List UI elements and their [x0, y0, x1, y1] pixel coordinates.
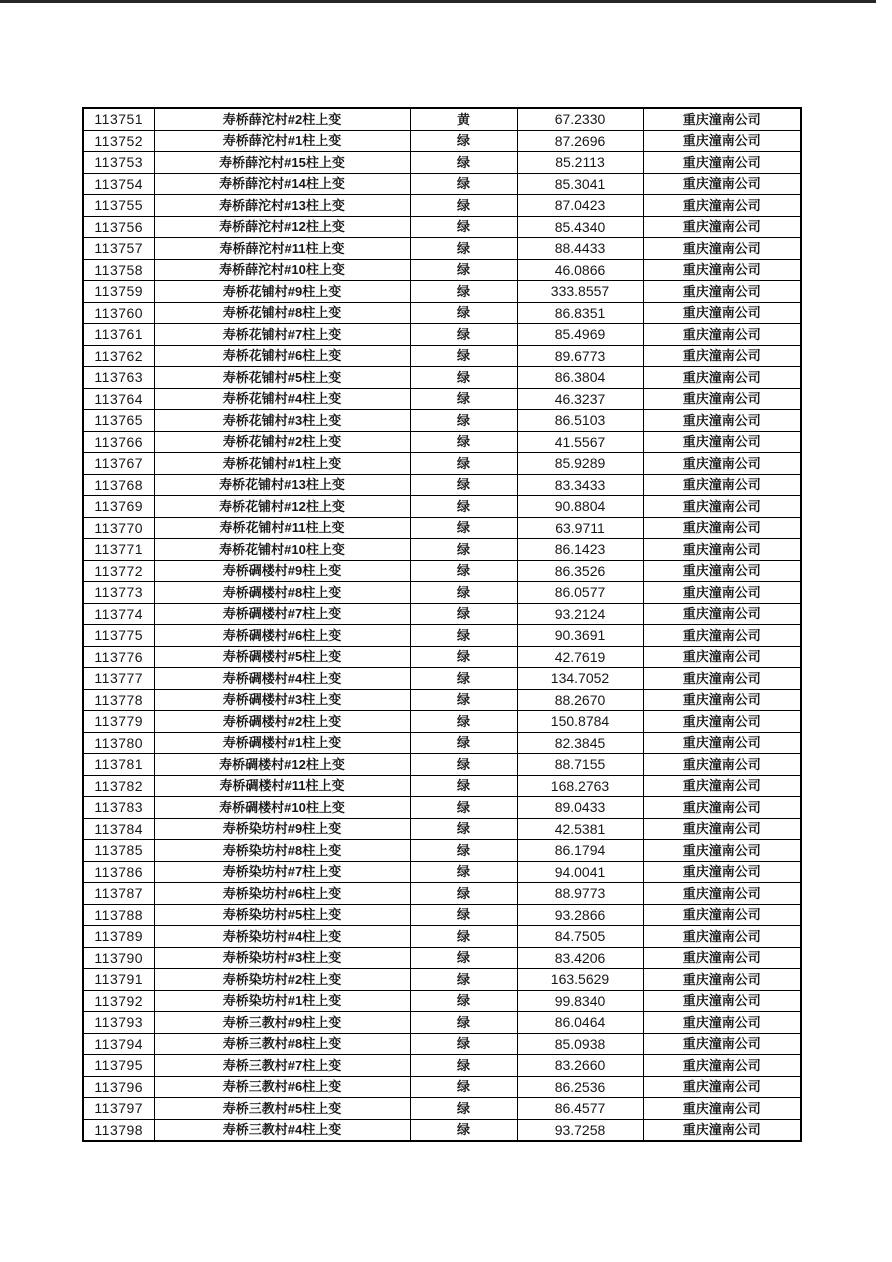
company-cell: 重庆潼南公司	[643, 990, 801, 1012]
device-name-cell: 寿桥碉楼村#1柱上变	[154, 732, 410, 754]
status-color-cell: 绿	[410, 775, 517, 797]
company-cell: 重庆潼南公司	[643, 560, 801, 582]
table-row	[83, 560, 801, 582]
device-id-cell: 113793	[83, 1012, 154, 1034]
table-row	[83, 259, 801, 281]
status-color-cell: 绿	[410, 969, 517, 991]
value-cell: 94.0041	[517, 861, 643, 883]
status-color-cell: 绿	[410, 926, 517, 948]
device-id-cell: 113770	[83, 517, 154, 539]
device-name-cell: 寿桥碉楼村#7柱上变	[154, 603, 410, 625]
status-color-cell: 绿	[410, 840, 517, 862]
device-id-cell: 113777	[83, 668, 154, 690]
company-cell: 重庆潼南公司	[643, 883, 801, 905]
table-row	[83, 367, 801, 389]
value-cell: 87.2696	[517, 130, 643, 152]
company-cell: 重庆潼南公司	[643, 259, 801, 281]
device-id-cell: 113764	[83, 388, 154, 410]
status-color-cell: 绿	[410, 1055, 517, 1077]
device-name-cell: 寿桥碉楼村#3柱上变	[154, 689, 410, 711]
device-name-cell: 寿桥三教村#4柱上变	[154, 1119, 410, 1141]
device-id-cell: 113792	[83, 990, 154, 1012]
table-row	[83, 517, 801, 539]
device-name-cell: 寿桥碉楼村#9柱上变	[154, 560, 410, 582]
table-row	[83, 496, 801, 518]
company-cell: 重庆潼南公司	[643, 689, 801, 711]
company-cell: 重庆潼南公司	[643, 130, 801, 152]
value-cell: 83.3433	[517, 474, 643, 496]
company-cell: 重庆潼南公司	[643, 926, 801, 948]
device-name-cell: 寿桥三教村#7柱上变	[154, 1055, 410, 1077]
status-color-cell: 绿	[410, 560, 517, 582]
status-color-cell: 绿	[410, 797, 517, 819]
value-cell: 85.3041	[517, 173, 643, 195]
table-row	[83, 582, 801, 604]
value-cell: 88.9773	[517, 883, 643, 905]
value-cell: 42.5381	[517, 818, 643, 840]
device-name-cell: 寿桥花铺村#9柱上变	[154, 281, 410, 303]
table-row	[83, 754, 801, 776]
status-color-cell: 绿	[410, 238, 517, 260]
device-id-cell: 113756	[83, 216, 154, 238]
device-id-cell: 113757	[83, 238, 154, 260]
company-cell: 重庆潼南公司	[643, 152, 801, 174]
device-id-cell: 113794	[83, 1033, 154, 1055]
value-cell: 86.8351	[517, 302, 643, 324]
status-color-cell: 绿	[410, 453, 517, 475]
table-row	[83, 840, 801, 862]
status-color-cell: 绿	[410, 947, 517, 969]
value-cell: 86.2536	[517, 1076, 643, 1098]
value-cell: 86.0464	[517, 1012, 643, 1034]
device-id-cell: 113797	[83, 1098, 154, 1120]
value-cell: 86.5103	[517, 410, 643, 432]
value-cell: 134.7052	[517, 668, 643, 690]
device-name-cell: 寿桥染坊村#2柱上变	[154, 969, 410, 991]
status-color-cell: 绿	[410, 130, 517, 152]
table-row	[83, 108, 801, 130]
device-id-cell: 113751	[83, 108, 154, 130]
status-color-cell: 绿	[410, 625, 517, 647]
table-row	[83, 345, 801, 367]
value-cell: 90.3691	[517, 625, 643, 647]
device-id-cell: 113776	[83, 646, 154, 668]
company-cell: 重庆潼南公司	[643, 195, 801, 217]
device-id-cell: 113785	[83, 840, 154, 862]
status-color-cell: 绿	[410, 668, 517, 690]
device-id-cell: 113787	[83, 883, 154, 905]
value-cell: 88.2670	[517, 689, 643, 711]
table-row	[83, 904, 801, 926]
device-id-cell: 113752	[83, 130, 154, 152]
device-name-cell: 寿桥花铺村#7柱上变	[154, 324, 410, 346]
table-body	[83, 108, 801, 1141]
status-color-cell: 绿	[410, 345, 517, 367]
status-color-cell: 绿	[410, 152, 517, 174]
device-name-cell: 寿桥碉楼村#2柱上变	[154, 711, 410, 733]
company-cell: 重庆潼南公司	[643, 646, 801, 668]
device-id-cell: 113767	[83, 453, 154, 475]
table-row	[83, 689, 801, 711]
table-row	[83, 1076, 801, 1098]
device-id-cell: 113758	[83, 259, 154, 281]
table-row	[83, 238, 801, 260]
company-cell: 重庆潼南公司	[643, 668, 801, 690]
company-cell: 重庆潼南公司	[643, 216, 801, 238]
table-row	[83, 969, 801, 991]
table-row	[83, 431, 801, 453]
device-id-cell: 113772	[83, 560, 154, 582]
device-id-cell: 113788	[83, 904, 154, 926]
device-id-cell: 113796	[83, 1076, 154, 1098]
device-id-cell: 113774	[83, 603, 154, 625]
value-cell: 84.7505	[517, 926, 643, 948]
device-name-cell: 寿桥染坊村#8柱上变	[154, 840, 410, 862]
device-name-cell: 寿桥碉楼村#6柱上变	[154, 625, 410, 647]
value-cell: 41.5567	[517, 431, 643, 453]
device-name-cell: 寿桥碉楼村#8柱上变	[154, 582, 410, 604]
device-name-cell: 寿桥花铺村#12柱上变	[154, 496, 410, 518]
device-id-cell: 113790	[83, 947, 154, 969]
device-name-cell: 寿桥花铺村#1柱上变	[154, 453, 410, 475]
device-name-cell: 寿桥花铺村#13柱上变	[154, 474, 410, 496]
device-name-cell: 寿桥三教村#8柱上变	[154, 1033, 410, 1055]
value-cell: 86.4577	[517, 1098, 643, 1120]
company-cell: 重庆潼南公司	[643, 1098, 801, 1120]
table-row	[83, 388, 801, 410]
company-cell: 重庆潼南公司	[643, 797, 801, 819]
device-name-cell: 寿桥染坊村#6柱上变	[154, 883, 410, 905]
value-cell: 333.8557	[517, 281, 643, 303]
device-name-cell: 寿桥三教村#9柱上变	[154, 1012, 410, 1034]
company-cell: 重庆潼南公司	[643, 1033, 801, 1055]
company-cell: 重庆潼南公司	[643, 1055, 801, 1077]
company-cell: 重庆潼南公司	[643, 108, 801, 130]
device-name-cell: 寿桥碉楼村#4柱上变	[154, 668, 410, 690]
table-row	[83, 410, 801, 432]
device-name-cell: 寿桥薛沱村#10柱上变	[154, 259, 410, 281]
company-cell: 重庆潼南公司	[643, 173, 801, 195]
value-cell: 86.3526	[517, 560, 643, 582]
company-cell: 重庆潼南公司	[643, 969, 801, 991]
device-id-cell: 113759	[83, 281, 154, 303]
status-color-cell: 绿	[410, 883, 517, 905]
value-cell: 82.3845	[517, 732, 643, 754]
company-cell: 重庆潼南公司	[643, 603, 801, 625]
value-cell: 83.2660	[517, 1055, 643, 1077]
status-color-cell: 绿	[410, 431, 517, 453]
company-cell: 重庆潼南公司	[643, 732, 801, 754]
transformer-data-table	[82, 107, 802, 1142]
device-id-cell: 113754	[83, 173, 154, 195]
device-name-cell: 寿桥染坊村#7柱上变	[154, 861, 410, 883]
status-color-cell: 绿	[410, 646, 517, 668]
table-row	[83, 797, 801, 819]
status-color-cell: 绿	[410, 539, 517, 561]
device-id-cell: 113766	[83, 431, 154, 453]
device-id-cell: 113786	[83, 861, 154, 883]
table-row	[83, 130, 801, 152]
status-color-cell: 绿	[410, 990, 517, 1012]
device-id-cell: 113771	[83, 539, 154, 561]
device-id-cell: 113780	[83, 732, 154, 754]
device-id-cell: 113765	[83, 410, 154, 432]
value-cell: 86.3804	[517, 367, 643, 389]
value-cell: 163.5629	[517, 969, 643, 991]
status-color-cell: 绿	[410, 259, 517, 281]
value-cell: 83.4206	[517, 947, 643, 969]
status-color-cell: 绿	[410, 818, 517, 840]
value-cell: 90.8804	[517, 496, 643, 518]
value-cell: 86.0577	[517, 582, 643, 604]
status-color-cell: 绿	[410, 582, 517, 604]
value-cell: 85.4969	[517, 324, 643, 346]
status-color-cell: 绿	[410, 281, 517, 303]
device-name-cell: 寿桥染坊村#5柱上变	[154, 904, 410, 926]
device-name-cell: 寿桥花铺村#10柱上变	[154, 539, 410, 561]
value-cell: 93.2124	[517, 603, 643, 625]
company-cell: 重庆潼南公司	[643, 324, 801, 346]
table-row	[83, 603, 801, 625]
value-cell: 87.0423	[517, 195, 643, 217]
device-name-cell: 寿桥花铺村#4柱上变	[154, 388, 410, 410]
company-cell: 重庆潼南公司	[643, 711, 801, 733]
device-id-cell: 113795	[83, 1055, 154, 1077]
table-row	[83, 453, 801, 475]
device-id-cell: 113768	[83, 474, 154, 496]
status-color-cell: 绿	[410, 861, 517, 883]
device-name-cell: 寿桥薛沱村#12柱上变	[154, 216, 410, 238]
status-color-cell: 绿	[410, 388, 517, 410]
device-id-cell: 113755	[83, 195, 154, 217]
value-cell: 86.1794	[517, 840, 643, 862]
company-cell: 重庆潼南公司	[643, 431, 801, 453]
device-id-cell: 113778	[83, 689, 154, 711]
company-cell: 重庆潼南公司	[643, 1012, 801, 1034]
table-row	[83, 195, 801, 217]
status-color-cell: 绿	[410, 1076, 517, 1098]
company-cell: 重庆潼南公司	[643, 1076, 801, 1098]
value-cell: 89.6773	[517, 345, 643, 367]
company-cell: 重庆潼南公司	[643, 775, 801, 797]
device-name-cell: 寿桥薛沱村#1柱上变	[154, 130, 410, 152]
status-color-cell: 绿	[410, 1012, 517, 1034]
status-color-cell: 绿	[410, 474, 517, 496]
table-row	[83, 711, 801, 733]
table-row	[83, 775, 801, 797]
status-color-cell: 绿	[410, 711, 517, 733]
company-cell: 重庆潼南公司	[643, 496, 801, 518]
status-color-cell: 绿	[410, 732, 517, 754]
value-cell: 85.2113	[517, 152, 643, 174]
company-cell: 重庆潼南公司	[643, 410, 801, 432]
table-row	[83, 732, 801, 754]
table-row	[83, 152, 801, 174]
device-name-cell: 寿桥染坊村#4柱上变	[154, 926, 410, 948]
device-name-cell: 寿桥薛沱村#14柱上变	[154, 173, 410, 195]
company-cell: 重庆潼南公司	[643, 367, 801, 389]
status-color-cell: 绿	[410, 754, 517, 776]
company-cell: 重庆潼南公司	[643, 582, 801, 604]
company-cell: 重庆潼南公司	[643, 625, 801, 647]
table-row	[83, 1033, 801, 1055]
device-id-cell: 113775	[83, 625, 154, 647]
value-cell: 46.0866	[517, 259, 643, 281]
status-color-cell: 绿	[410, 904, 517, 926]
device-name-cell: 寿桥碉楼村#5柱上变	[154, 646, 410, 668]
table-row	[83, 818, 801, 840]
device-id-cell: 113761	[83, 324, 154, 346]
device-name-cell: 寿桥花铺村#6柱上变	[154, 345, 410, 367]
device-id-cell: 113784	[83, 818, 154, 840]
device-name-cell: 寿桥花铺村#11柱上变	[154, 517, 410, 539]
company-cell: 重庆潼南公司	[643, 539, 801, 561]
table-row	[83, 1119, 801, 1141]
status-color-cell: 绿	[410, 216, 517, 238]
status-color-cell: 绿	[410, 1098, 517, 1120]
device-name-cell: 寿桥花铺村#5柱上变	[154, 367, 410, 389]
device-id-cell: 113760	[83, 302, 154, 324]
value-cell: 93.2866	[517, 904, 643, 926]
table-row	[83, 324, 801, 346]
device-name-cell: 寿桥薛沱村#11柱上变	[154, 238, 410, 260]
status-color-cell: 绿	[410, 603, 517, 625]
company-cell: 重庆潼南公司	[643, 1119, 801, 1141]
value-cell: 168.2763	[517, 775, 643, 797]
value-cell: 85.4340	[517, 216, 643, 238]
status-color-cell: 绿	[410, 302, 517, 324]
status-color-cell: 绿	[410, 367, 517, 389]
company-cell: 重庆潼南公司	[643, 302, 801, 324]
status-color-cell: 绿	[410, 1119, 517, 1141]
table-row	[83, 947, 801, 969]
device-id-cell: 113783	[83, 797, 154, 819]
table-row	[83, 1055, 801, 1077]
device-id-cell: 113773	[83, 582, 154, 604]
device-name-cell: 寿桥碉楼村#12柱上变	[154, 754, 410, 776]
device-name-cell: 寿桥碉楼村#11柱上变	[154, 775, 410, 797]
company-cell: 重庆潼南公司	[643, 754, 801, 776]
device-id-cell: 113779	[83, 711, 154, 733]
status-color-cell: 绿	[410, 195, 517, 217]
company-cell: 重庆潼南公司	[643, 453, 801, 475]
company-cell: 重庆潼南公司	[643, 840, 801, 862]
table-row	[83, 173, 801, 195]
value-cell: 46.3237	[517, 388, 643, 410]
device-name-cell: 寿桥三教村#5柱上变	[154, 1098, 410, 1120]
value-cell: 89.0433	[517, 797, 643, 819]
device-id-cell: 113763	[83, 367, 154, 389]
status-color-cell: 绿	[410, 173, 517, 195]
device-name-cell: 寿桥花铺村#3柱上变	[154, 410, 410, 432]
value-cell: 88.4433	[517, 238, 643, 260]
status-color-cell: 绿	[410, 1033, 517, 1055]
device-name-cell: 寿桥花铺村#8柱上变	[154, 302, 410, 324]
device-id-cell: 113781	[83, 754, 154, 776]
status-color-cell: 绿	[410, 496, 517, 518]
status-color-cell: 绿	[410, 410, 517, 432]
device-name-cell: 寿桥薛沱村#15柱上变	[154, 152, 410, 174]
value-cell: 99.8340	[517, 990, 643, 1012]
value-cell: 42.7619	[517, 646, 643, 668]
table-row	[83, 539, 801, 561]
table-row	[83, 883, 801, 905]
table-row	[83, 990, 801, 1012]
table-row	[83, 668, 801, 690]
company-cell: 重庆潼南公司	[643, 517, 801, 539]
company-cell: 重庆潼南公司	[643, 947, 801, 969]
device-id-cell: 113762	[83, 345, 154, 367]
status-color-cell: 黄	[410, 108, 517, 130]
device-name-cell: 寿桥薛沱村#13柱上变	[154, 195, 410, 217]
table-row	[83, 861, 801, 883]
table-row	[83, 474, 801, 496]
device-id-cell: 113789	[83, 926, 154, 948]
table-row	[83, 1012, 801, 1034]
company-cell: 重庆潼南公司	[643, 345, 801, 367]
device-name-cell: 寿桥染坊村#9柱上变	[154, 818, 410, 840]
table-row	[83, 281, 801, 303]
value-cell: 85.0938	[517, 1033, 643, 1055]
table-row	[83, 1098, 801, 1120]
company-cell: 重庆潼南公司	[643, 238, 801, 260]
table-row	[83, 646, 801, 668]
device-name-cell: 寿桥碉楼村#10柱上变	[154, 797, 410, 819]
value-cell: 86.1423	[517, 539, 643, 561]
device-id-cell: 113782	[83, 775, 154, 797]
device-name-cell: 寿桥薛沱村#2柱上变	[154, 108, 410, 130]
device-name-cell: 寿桥花铺村#2柱上变	[154, 431, 410, 453]
company-cell: 重庆潼南公司	[643, 281, 801, 303]
value-cell: 63.9711	[517, 517, 643, 539]
value-cell: 150.8784	[517, 711, 643, 733]
device-name-cell: 寿桥染坊村#1柱上变	[154, 990, 410, 1012]
company-cell: 重庆潼南公司	[643, 388, 801, 410]
company-cell: 重庆潼南公司	[643, 904, 801, 926]
viewport-top-edge	[0, 0, 876, 3]
table-container	[82, 107, 802, 1142]
table-row	[83, 302, 801, 324]
company-cell: 重庆潼南公司	[643, 474, 801, 496]
status-color-cell: 绿	[410, 324, 517, 346]
value-cell: 85.9289	[517, 453, 643, 475]
device-id-cell: 113791	[83, 969, 154, 991]
table-row	[83, 625, 801, 647]
device-name-cell: 寿桥染坊村#3柱上变	[154, 947, 410, 969]
status-color-cell: 绿	[410, 689, 517, 711]
company-cell: 重庆潼南公司	[643, 861, 801, 883]
value-cell: 88.7155	[517, 754, 643, 776]
company-cell: 重庆潼南公司	[643, 818, 801, 840]
status-color-cell: 绿	[410, 517, 517, 539]
value-cell: 67.2330	[517, 108, 643, 130]
value-cell: 93.7258	[517, 1119, 643, 1141]
device-id-cell: 113753	[83, 152, 154, 174]
device-id-cell: 113769	[83, 496, 154, 518]
device-id-cell: 113798	[83, 1119, 154, 1141]
table-row	[83, 926, 801, 948]
device-name-cell: 寿桥三教村#6柱上变	[154, 1076, 410, 1098]
table-row	[83, 216, 801, 238]
